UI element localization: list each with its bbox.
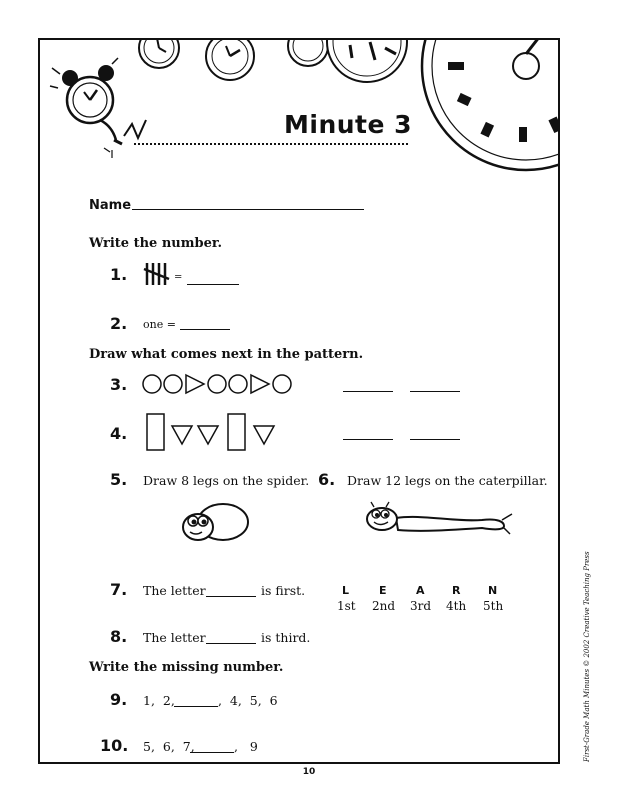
question-1-answer-blank[interactable]	[187, 284, 239, 285]
question-4-number: 4.	[110, 424, 128, 443]
section-draw-pattern: Draw what comes next in the pattern.	[89, 347, 364, 362]
learn-ordinal-2: 2nd	[372, 599, 396, 613]
question-4-answer-blank-1[interactable]	[343, 439, 393, 440]
small-clock-icon	[288, 40, 328, 66]
learn-letter-4: R	[452, 584, 461, 597]
learn-letter-2: E	[379, 584, 387, 597]
question-10-answer-blank[interactable]	[190, 752, 234, 753]
question-3-answer-blank-1[interactable]	[343, 391, 393, 392]
tally-marks-icon	[143, 261, 171, 287]
large-clock-icon	[422, 40, 560, 170]
question-8-answer-blank[interactable]	[206, 643, 256, 644]
name-label: Name	[89, 198, 132, 213]
question-2-answer-blank[interactable]	[180, 329, 230, 330]
learn-ordinal-4: 4th	[446, 599, 467, 613]
copyright-notice: First-Grade Math Minutes © 2002 Creative Teaching Press	[583, 551, 591, 762]
question-4-answer-blank-2[interactable]	[410, 439, 460, 440]
question-10-number: 10.	[100, 736, 129, 755]
question-6-text: Draw 12 legs on the caterpillar.	[347, 473, 548, 488]
question-7-text-after: is first.	[261, 583, 306, 598]
question-8-number: 8.	[110, 627, 128, 646]
question-10-text-after: , 9	[234, 739, 258, 754]
question-2-number: 2.	[110, 314, 128, 333]
page-title: Minute 3	[284, 110, 413, 139]
question-2-text: one =	[143, 318, 176, 331]
question-7-text-before: The letter	[143, 583, 206, 598]
question-3-number: 3.	[110, 375, 128, 394]
worksheet-page	[38, 38, 560, 764]
question-9-answer-blank[interactable]	[174, 706, 218, 707]
question-9-text-before: 1, 2,	[143, 693, 175, 708]
caterpillar-body-icon	[362, 500, 518, 536]
medium-clock-icon	[327, 40, 407, 82]
question-8-text-before: The letter	[143, 630, 206, 645]
question-5-number: 5.	[110, 470, 128, 489]
question-1-number: 1.	[110, 265, 128, 284]
section-missing-number: Write the missing number.	[89, 660, 284, 675]
question-9-text-after: , 4, 5, 6	[218, 693, 278, 708]
learn-letter-5: N	[488, 584, 498, 597]
question-6-number: 6.	[318, 470, 336, 489]
question-7-answer-blank[interactable]	[206, 596, 256, 597]
learn-ordinal-5: 5th	[483, 599, 504, 613]
learn-letter-3: A	[416, 584, 425, 597]
section-write-number: Write the number.	[89, 236, 223, 251]
shape-pattern-circles-triangles	[142, 372, 308, 396]
title-dotted-rule	[134, 143, 408, 145]
question-8-text-after: is third.	[261, 630, 311, 645]
question-1-equals: =	[174, 272, 183, 283]
shape-pattern-rectangles-triangles	[144, 412, 284, 454]
spider-body-icon	[178, 500, 250, 546]
learn-ordinal-3: 3rd	[410, 599, 432, 613]
question-10-text-before: 5, 6, 7,	[143, 739, 195, 754]
question-5-text: Draw 8 legs on the spider.	[143, 473, 310, 488]
small-clock-icon	[139, 40, 179, 68]
learn-letter-1: L	[342, 584, 350, 597]
question-3-answer-blank-2[interactable]	[410, 391, 460, 392]
small-clock-icon	[206, 40, 254, 80]
question-7-number: 7.	[110, 580, 128, 599]
learn-ordinal-1: 1st	[337, 599, 356, 613]
name-answer-line[interactable]	[132, 209, 364, 210]
alarm-clock-mascot-icon	[50, 58, 146, 158]
question-9-number: 9.	[110, 690, 128, 709]
page-number: 10	[302, 767, 316, 777]
